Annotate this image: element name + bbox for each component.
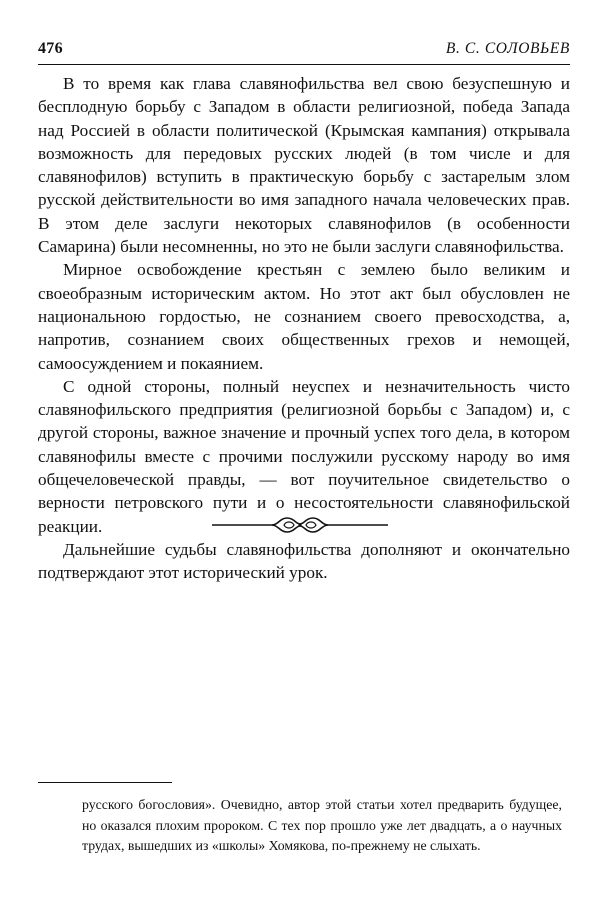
footnote-separator — [38, 782, 172, 783]
paragraph-3: С одной стороны, полный неуспех и незначительность чисто славянофильского предприятия (религиозной борьбы с Западом) и, с другой стороны, важное значение и прочный успех того дела, в котором славянофилы вместе с прочими послужили русскому народу во имя общечеловеческой правды, — вот поучительное свидетельство о верности петровского пути и о несостоятельности славянофильской реакции. — [38, 376, 570, 536]
footnote — [82, 795, 562, 857]
page-number: 476 — [38, 40, 63, 57]
running-head: В. С. СОЛОВЬЕВ — [445, 40, 570, 57]
paragraph-1: В то время как глава славянофильства вел свою безуспешную и бесплодную борьбу с Западом в области религиозной, победа Запада над Россией в области политической (Крымская кампания) открывала возможность для передовых русских людей (в том числе и для славянофилов) вступить в практическую борьбу с застарелым злом русской действительности во имя западного начала человеческих прав. В этом деле заслуги некоторых славянофилов (в особенности Самарина) были несомненны, но это не были заслуги славянофильства. — [38, 74, 570, 257]
main-text — [38, 72, 570, 585]
paragraph-2: Мирное освобождение крестьян с землею было великим и своеобразным историческим актом. Но этот акт был обусловлен не национальною гордостью, не сознанием своего превосходства, а, напротив, сознанием своих общественных грехов и немощей, самоосуждением и покаянием. — [38, 260, 570, 373]
vignette-scroll-ornament-icon — [212, 512, 388, 536]
paragraph-4: Дальнейшие судьбы славянофильства дополняют и окончательно подтверждают этот исторический урок. — [38, 539, 570, 583]
footnote-text: русского богословия». Очевидно, автор этой статьи хотел предварить будущее, но оказался плохим пророком. С тех пор прошло уже лет двадцать, а о научных трудах, вышедших из «школы» Хомякова, по-прежнему не слыхать. — [82, 797, 562, 853]
page-header — [38, 40, 570, 65]
